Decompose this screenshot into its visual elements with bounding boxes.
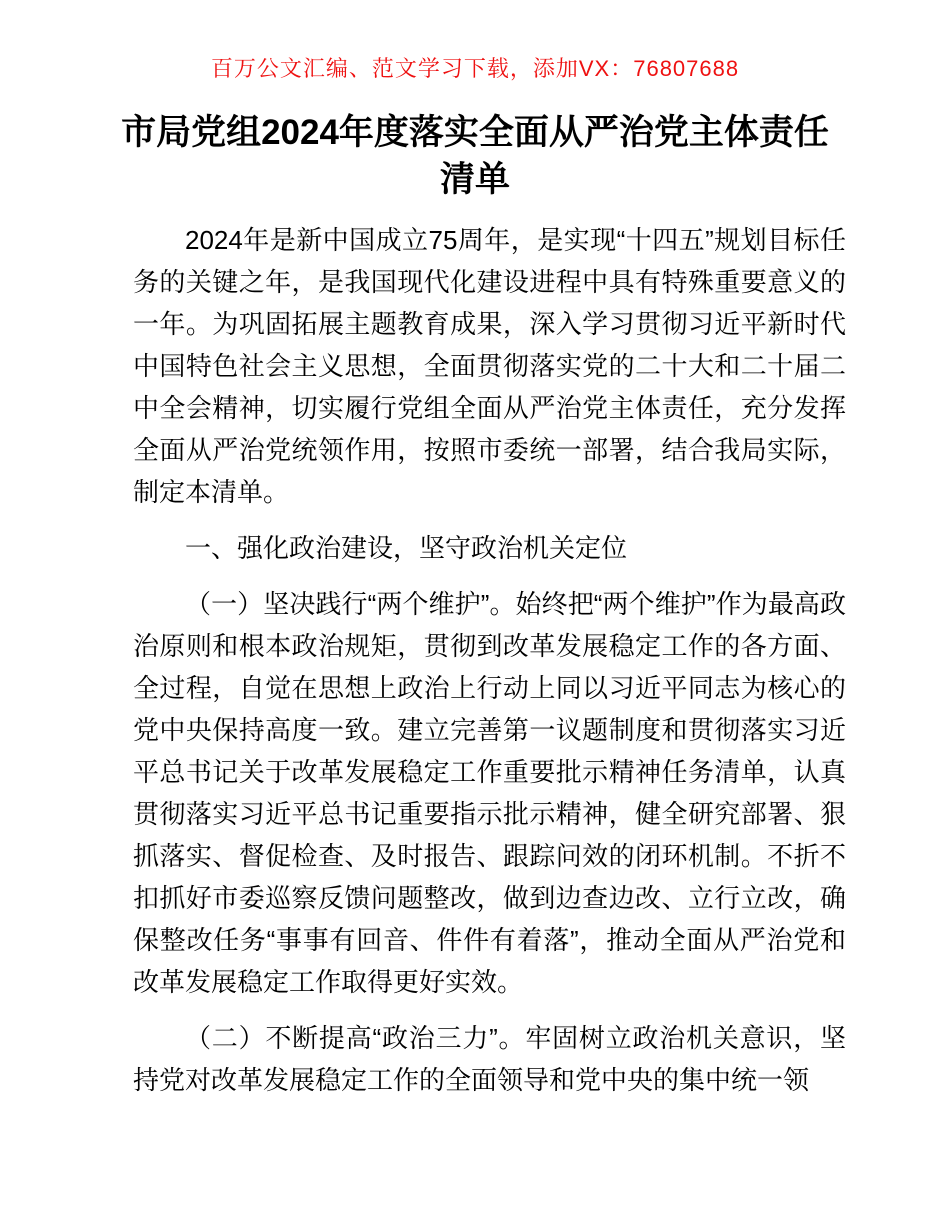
paragraph: 一、强化政治建设，坚守政治机关定位 (185, 533, 628, 563)
paragraph: （二）不断提高“政治三力”。牢固树立政治机关意识，坚持党对改革发展稳定工作的全面领导和党中央的集中统一领 (133, 1023, 846, 1095)
document-title: 市局党组2024年度落实全面从严治党主体责任清单 (121, 113, 829, 199)
document-body (133, 219, 846, 1101)
paragraph: 2024年是新中国成立75周年，是实现“十四五”规划目标任务的关键之年，是我国现代化建设进程中具有特殊重要意义的一年。为巩固拓展主题教育成果，深入学习贯彻习近平新时代中国特色社会主义思想，全面贯彻落实党的二十大和二十届二中全会精神，切实履行党组全面从严治党主体责任，充分发挥全面从严治党统领作用，按照市委统一部署，结合我局实际，制定本清单。 (133, 225, 846, 507)
promo-banner: 百万公文汇编、范文学习下载，添加VX：76807688 (210, 56, 740, 81)
paragraph: （一）坚决践行“两个维护”。始终把“两个维护”作为最高政治原则和根本政治规矩，贯彻到改革发展稳定工作的各方面、全过程，自觉在思想上政治上行动上同以习近平同志为核心的党中央保持高度一致。建立完善第一议题制度和贯彻落实习近平总书记关于改革发展稳定工作重要批示精神任务清单，认真贯彻落实习近平总书记重要指示批示精神，健全研究部署、狠抓落实、督促检查、及时报告、跟踪问效的闭环机制。不折不扣抓好市委巡察反馈问题整改，做到边查边改、立行立改，确保整改任务“事事有回音、件件有着落”，推动全面从严治党和改革发展稳定工作取得更好实效。 (133, 589, 846, 997)
